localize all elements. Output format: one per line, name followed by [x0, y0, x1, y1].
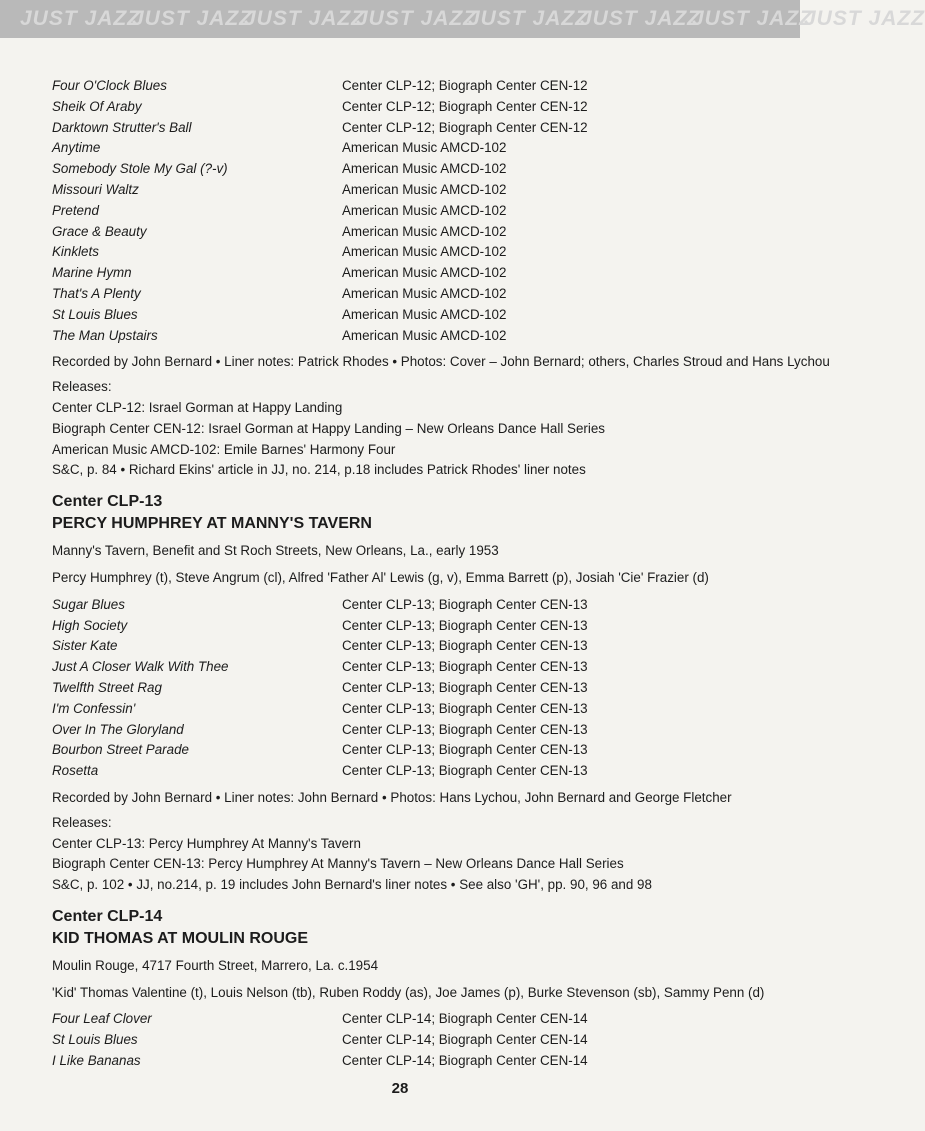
track-title: Sugar Blues — [52, 596, 125, 612]
track-title: Kinklets — [52, 244, 99, 260]
track-catalog: Center CLP-14; Biograph Center CEN-14 — [342, 1032, 588, 1048]
track-title: Over In The Gloryland — [52, 721, 184, 737]
record-section — [52, 906, 772, 1072]
banner-text: JUST JAZZ — [580, 7, 702, 30]
track-catalog: American Music AMCD-102 — [342, 161, 507, 177]
track-row — [52, 326, 772, 347]
track-title: Grace & Beauty — [52, 223, 147, 239]
track-row — [52, 201, 772, 222]
track-catalog: Center CLP-12; Biograph Center CEN-12 — [342, 78, 588, 93]
band-heading: PERCY HUMPHREY AT MANNY'S TAVERN — [52, 515, 372, 533]
banner-text: JUST JAZZ — [356, 7, 478, 30]
track-catalog: American Music AMCD-102 — [342, 202, 507, 218]
track-row — [52, 761, 772, 782]
release-entry: Center CLP-13: Percy Humphrey At Manny's Tavern — [52, 835, 361, 851]
band-heading: KID THOMAS AT MOULIN ROUGE — [52, 929, 308, 947]
track-catalog: Center CLP-14; Biograph Center CEN-14 — [342, 1011, 588, 1027]
personnel-line: 'Kid' Thomas Valentine (t), Louis Nelson (tb), Ruben Roddy (as), Joe James (p), Burke Stevenson (sb), Sammy Penn (d) — [52, 984, 765, 1000]
track-title: Four Leaf Clover — [52, 1011, 152, 1027]
record-section — [52, 491, 772, 896]
track-catalog: American Music AMCD-102 — [342, 140, 507, 156]
track-catalog: Center CLP-12; Biograph Center CEN-12 — [342, 119, 588, 135]
track-row — [52, 97, 772, 118]
track-row — [52, 740, 772, 761]
track-title: Somebody Stole My Gal (?-v) — [52, 161, 228, 177]
banner-text: JUST JAZZ — [468, 7, 590, 30]
track-catalog: Center CLP-13; Biograph Center CEN-13 — [342, 638, 588, 654]
track-catalog: American Music AMCD-102 — [342, 285, 507, 301]
track-catalog: Center CLP-13; Biograph Center CEN-13 — [342, 700, 588, 716]
releases-label: Releases: — [52, 379, 112, 395]
track-row — [52, 159, 772, 180]
track-list — [52, 1009, 772, 1071]
banner-text: JUST JAZZ — [20, 7, 142, 30]
track-catalog: Center CLP-13; Biograph Center CEN-13 — [342, 742, 588, 758]
track-title: I Like Bananas — [52, 1053, 141, 1069]
track-catalog: American Music AMCD-102 — [342, 244, 507, 260]
track-row — [52, 657, 772, 678]
track-row — [52, 263, 772, 284]
track-row — [52, 138, 772, 159]
track-title: I'm Confessin' — [52, 700, 136, 716]
track-title: Darktown Strutter's Ball — [52, 119, 192, 135]
track-title: Bourbon Street Parade — [52, 742, 189, 758]
track-title: Missouri Waltz — [52, 181, 139, 197]
release-entry: Biograph Center CEN-12: Israel Gorman at Happy Landing – New Orleans Dance Hall Series — [52, 420, 606, 436]
track-title: Anytime — [52, 140, 101, 156]
track-row — [52, 284, 772, 305]
track-row — [52, 180, 772, 201]
track-catalog: Center CLP-13; Biograph Center CEN-13 — [342, 617, 588, 633]
catalog-heading: Center CLP-13 — [52, 493, 163, 511]
track-row — [52, 222, 772, 243]
track-row — [52, 595, 772, 616]
track-row — [52, 305, 772, 326]
track-row — [52, 1030, 772, 1051]
page-number: 28 — [391, 1080, 409, 1097]
banner-text: JUST JAZZ — [244, 7, 366, 30]
track-row — [52, 242, 772, 263]
track-catalog: Center CLP-13; Biograph Center CEN-13 — [342, 659, 588, 675]
track-row — [52, 1009, 772, 1030]
track-catalog: Center CLP-13; Biograph Center CEN-13 — [342, 679, 588, 695]
track-row — [52, 118, 772, 139]
recording-credits: Recorded by John Bernard • Liner notes: Patrick Rhodes • Photos: Cover – John Bernard; others, Charles Stroud and Hans Lychou — [52, 354, 830, 370]
track-catalog: American Music AMCD-102 — [342, 265, 507, 281]
location-line: Moulin Rouge, 4717 Fourth Street, Marrero, La. c.1954 — [52, 957, 379, 973]
track-title: Marine Hymn — [52, 265, 132, 281]
track-list — [52, 595, 772, 782]
release-entry: S&C, p. 84 • Richard Ekins' article in JJ, no. 214, p.18 includes Patrick Rhodes' liner notes — [52, 462, 586, 478]
track-title: That's A Plenty — [52, 285, 141, 301]
track-catalog: Center CLP-13; Biograph Center CEN-13 — [342, 721, 588, 737]
banner-text: JUST JAZZ — [692, 7, 814, 30]
release-entry: Biograph Center CEN-13: Percy Humphrey At Manny's Tavern – New Orleans Dance Hall Series — [52, 856, 624, 872]
location-line: Manny's Tavern, Benefit and St Roch Streets, New Orleans, La., early 1953 — [52, 543, 499, 559]
track-title: Sheik Of Araby — [52, 98, 142, 114]
track-title: High Society — [52, 617, 128, 633]
track-title: St Louis Blues — [52, 306, 138, 322]
track-title: St Louis Blues — [52, 1032, 138, 1048]
track-row — [52, 616, 772, 637]
track-title: Four O'Clock Blues — [52, 78, 167, 93]
release-entry: American Music AMCD-102: Emile Barnes' Harmony Four — [52, 441, 396, 457]
release-entry: S&C, p. 102 • JJ, no.214, p. 19 includes John Bernard's liner notes • See also 'GH', pp. 90, 96 and 98 — [52, 877, 652, 893]
track-catalog: Center CLP-14; Biograph Center CEN-14 — [342, 1053, 588, 1069]
track-catalog: Center CLP-13; Biograph Center CEN-13 — [342, 596, 588, 612]
track-list — [52, 76, 772, 346]
track-title: Pretend — [52, 202, 99, 218]
track-row — [52, 76, 772, 97]
banner-text: JUST JAZZ — [132, 7, 254, 30]
track-catalog: American Music AMCD-102 — [342, 327, 507, 343]
catalog-heading: Center CLP-14 — [52, 907, 163, 925]
personnel-line: Percy Humphrey (t), Steve Angrum (cl), Alfred 'Father Al' Lewis (g, v), Emma Barrett (p), Josiah 'Cie' Frazier (d) — [52, 569, 709, 585]
track-title: The Man Upstairs — [52, 327, 158, 343]
track-title: Just A Closer Walk With Thee — [52, 659, 229, 675]
track-catalog: American Music AMCD-102 — [342, 306, 507, 322]
track-row — [52, 678, 772, 699]
page-banner — [0, 0, 925, 38]
track-catalog: American Music AMCD-102 — [342, 181, 507, 197]
track-catalog: American Music AMCD-102 — [342, 223, 507, 239]
track-catalog: Center CLP-13; Biograph Center CEN-13 — [342, 763, 588, 779]
release-entry: Center CLP-12: Israel Gorman at Happy Landing — [52, 399, 343, 415]
track-row — [52, 1051, 772, 1072]
track-row — [52, 720, 772, 741]
track-catalog: Center CLP-12; Biograph Center CEN-12 — [342, 98, 588, 114]
recording-credits: Recorded by John Bernard • Liner notes: John Bernard • Photos: Hans Lychou, John Bernard and George Fletcher — [52, 789, 732, 805]
track-title: Rosetta — [52, 763, 99, 779]
page-content — [52, 76, 830, 1072]
track-title: Sister Kate — [52, 638, 118, 654]
banner-text: JUST JAZZ — [804, 7, 925, 30]
track-row — [52, 636, 772, 657]
track-title: Twelfth Street Rag — [52, 679, 162, 695]
track-row — [52, 699, 772, 720]
releases-label: Releases: — [52, 814, 112, 830]
